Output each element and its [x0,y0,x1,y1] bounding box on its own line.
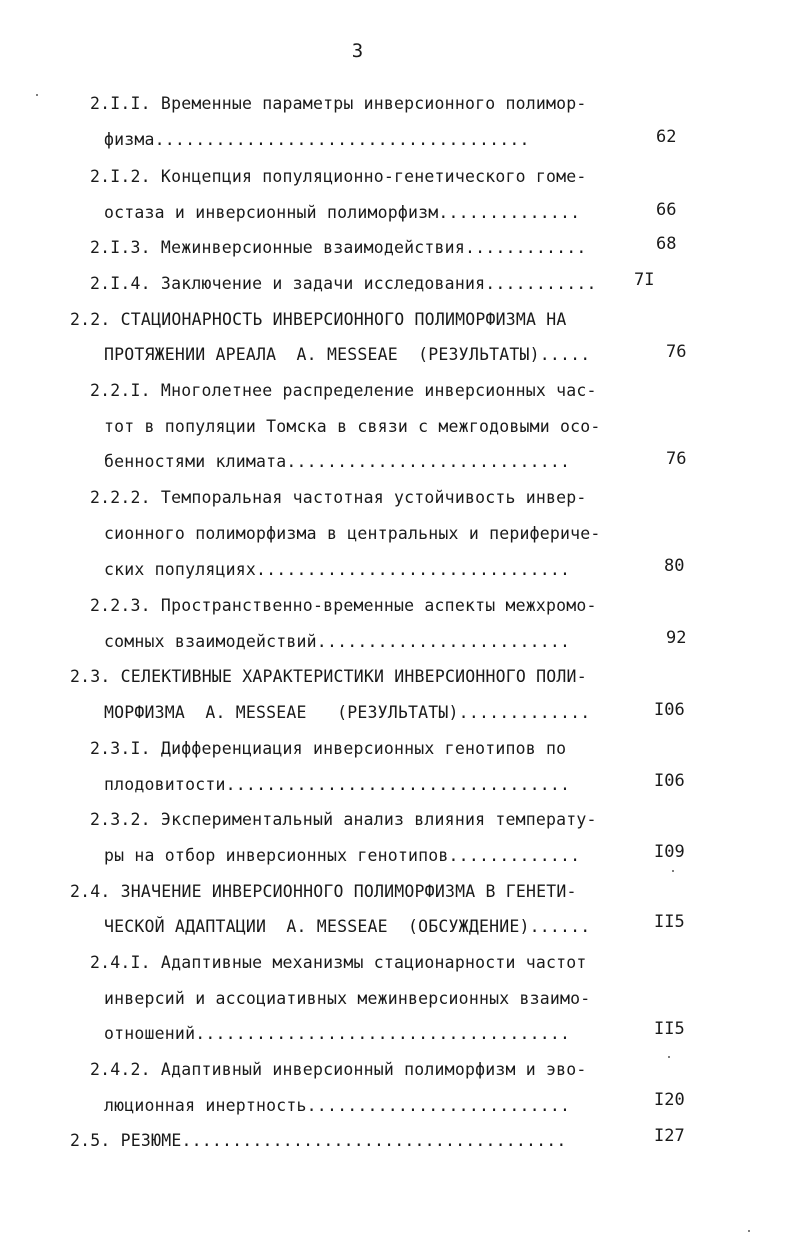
toc-line: ских популяциях............................... [104,560,571,579]
toc-line: 2.I.4. Заключение и задачи исследования........... [90,274,597,293]
toc-line: ПРОТЯЖЕНИИ АРЕАЛА A. MESSEAE (РЕЗУЛЬТАТЫ)..... [104,345,591,364]
toc-page: I09 [654,842,685,862]
toc-page: 76 [666,449,687,469]
toc-line: 2.4.2. Адаптивный инверсионный полиморфизм и эво- [90,1060,587,1079]
toc-line: ЧЕСКОЙ АДАПТАЦИИ A. MESSEAE (ОБСУЖДЕНИЕ)...... [104,917,591,936]
toc-page: I20 [654,1090,685,1110]
toc-line: 2.I.I. Временные параметры инверсионного полимор- [90,94,587,113]
toc-line: 2.2.2. Темпоральная частотная устойчивость инвер- [90,488,587,507]
page-number: 3 [351,40,364,62]
scan-speck [672,870,674,872]
toc-page: I06 [654,700,685,720]
toc-line: физма..................................... [104,130,530,149]
toc-line: люционная инертность.......................... [104,1096,571,1115]
toc-line: 2.2.3. Пространственно-временные аспекты межхромо- [90,596,597,615]
toc-line: 2.2. СТАЦИОНАРНОСТЬ ИНВЕРСИОННОГО ПОЛИМОРФИЗМА НА [70,310,567,329]
toc-line: бенностями климата............................ [104,452,571,471]
toc-line: 2.5. РЕЗЮМЕ...................................... [70,1131,567,1150]
toc-line: МОРФИЗМА A. MESSEAE (РЕЗУЛЬТАТЫ)............. [104,703,591,722]
toc-line: инверсий и ассоциативных межинверсионных взаимо- [104,989,591,1008]
toc-line: 2.I.2. Концепция популяционно-генетического гоме- [90,167,587,186]
scan-speck [748,1230,750,1232]
toc-line: 2.3.2. Экспериментальный анализ влияния температу- [90,810,597,829]
toc-page: 80 [664,556,685,576]
toc-page: I27 [654,1126,685,1146]
toc-line: тот в популяции Томска в связи с межгодовыми осо- [104,417,601,436]
toc-line: сионного полиморфизма в центральных и перифериче- [104,524,601,543]
toc-page: II5 [654,912,685,932]
toc-line: остаза и инверсионный полиморфизм.............. [104,203,581,222]
toc-line: сомных взаимодействий......................... [104,632,571,651]
toc-page: II5 [654,1019,685,1039]
toc-page: 66 [656,200,677,220]
toc-line: 2.4. ЗНАЧЕНИЕ ИНВЕРСИОННОГО ПОЛИМОРФИЗМА В ГЕНЕТИ- [70,882,577,901]
toc-page: 62 [656,127,677,147]
toc-page: 76 [666,342,687,362]
toc-line: 2.4.I. Адаптивные механизмы стационарности частот [90,953,587,972]
toc-page: 92 [666,628,687,648]
toc-line: 2.3.I. Дифференциация инверсионных генотипов по [90,739,567,758]
toc-line: отношений..................................... [104,1024,571,1043]
scan-speck [668,1056,670,1058]
toc-line: плодовитости.................................. [104,775,571,794]
toc-line: 2.3. СЕЛЕКТИВНЫЕ ХАРАКТЕРИСТИКИ ИНВЕРСИОННОГО ПОЛИ- [70,667,587,686]
toc-line: ры на отбор инверсионных генотипов............. [104,846,581,865]
toc-line: 2.2.I. Многолетнее распределение инверсионных час- [90,381,597,400]
toc-page: 68 [656,234,677,254]
toc-page: I06 [654,771,685,791]
scan-speck [36,94,38,96]
toc-line: 2.I.3. Межинверсионные взаимодействия............ [90,238,587,257]
toc-page: 7I [634,270,655,290]
